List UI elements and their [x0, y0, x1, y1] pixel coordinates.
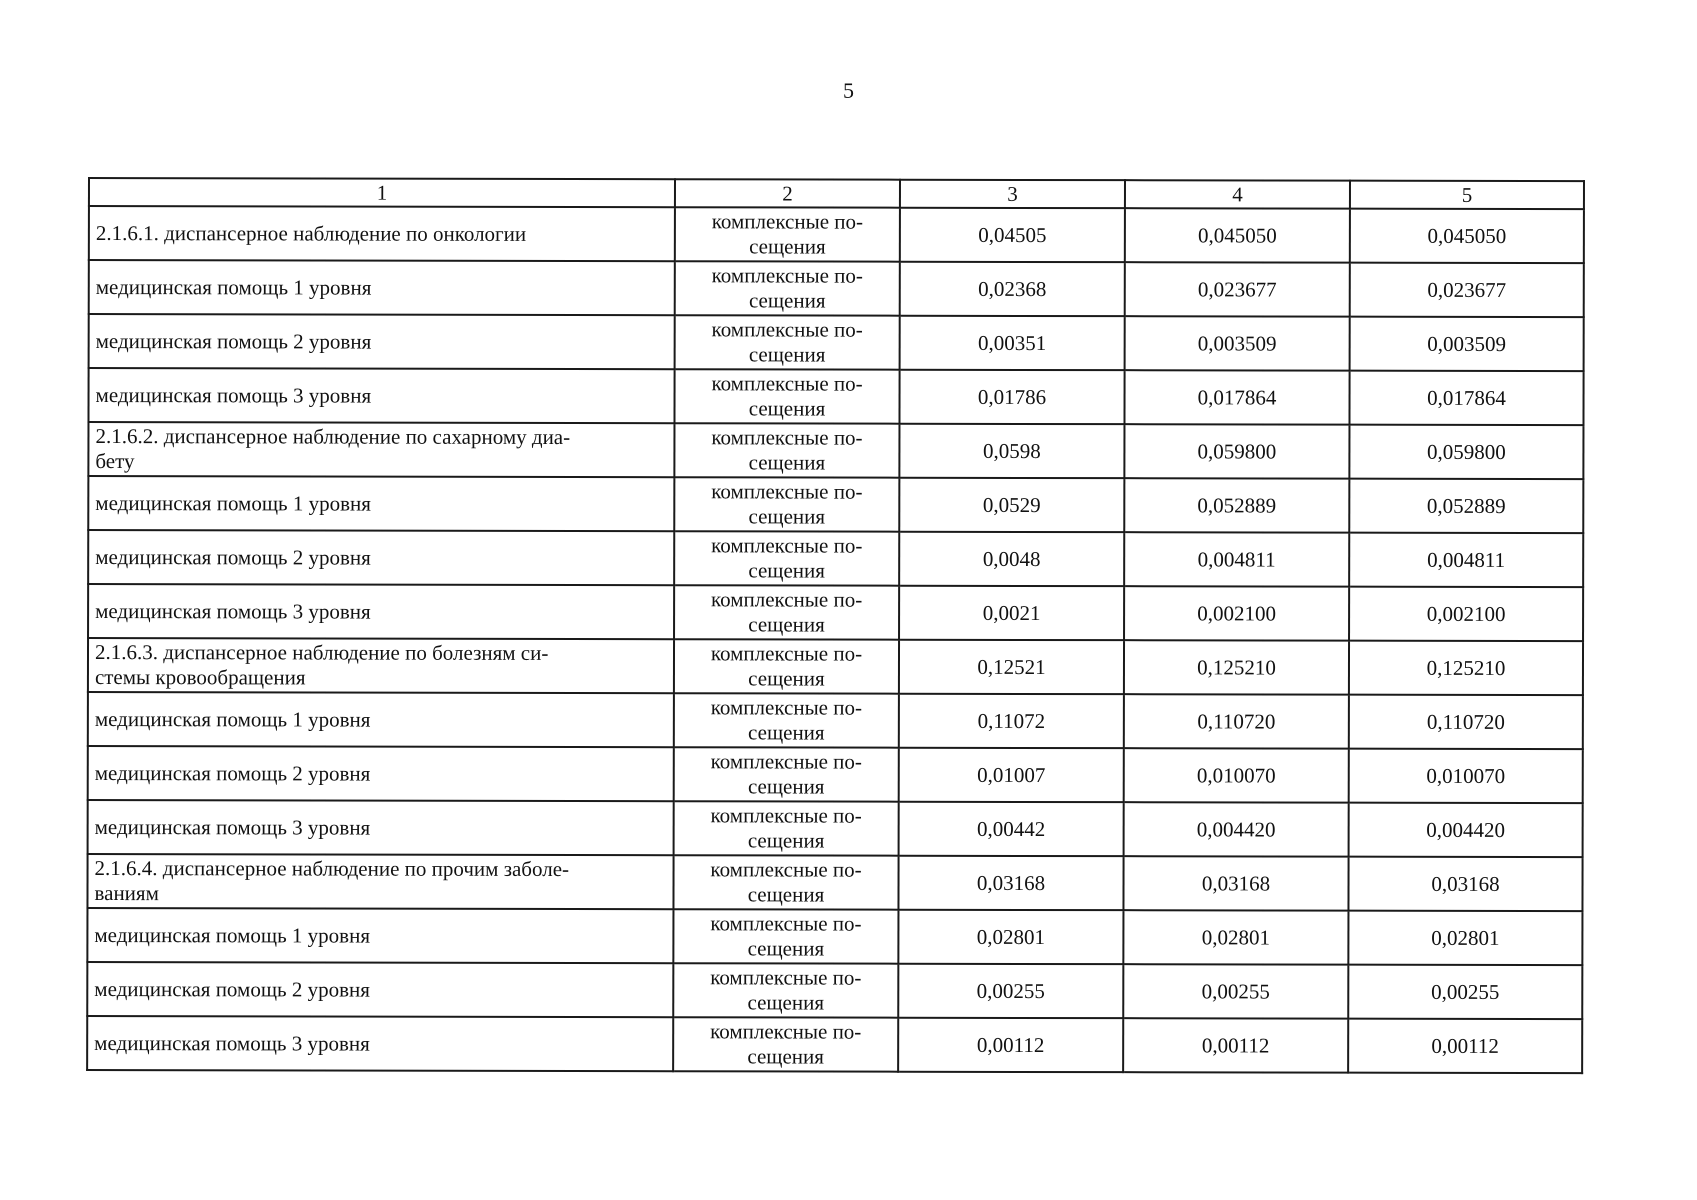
- table-row: [88, 368, 1583, 425]
- value-cell-col-5: 0,02801: [1348, 911, 1582, 965]
- value-cell-col-3: 0,12521: [899, 640, 1124, 694]
- value-cell-col-4: 0,045050: [1125, 208, 1350, 262]
- value-cell-col-3: 0,01007: [899, 748, 1124, 802]
- value-cell-col-5: 0,110720: [1349, 695, 1583, 749]
- unit-cell: комплексные по- сещения: [673, 1017, 898, 1071]
- indicator-name-cell: медицинская помощь 3 уровня: [88, 584, 674, 639]
- table-row: [87, 962, 1582, 1019]
- value-cell-col-5: 0,003509: [1350, 317, 1584, 371]
- indicator-name-cell: медицинская помощь 2 уровня: [88, 530, 674, 585]
- value-cell-col-5: 0,023677: [1350, 263, 1584, 317]
- value-cell-col-4: 0,125210: [1124, 640, 1349, 694]
- value-cell-col-3: 0,00255: [898, 964, 1123, 1018]
- header-cell-2: 2: [675, 179, 900, 207]
- value-cell-col-4: 0,004811: [1124, 532, 1349, 586]
- value-cell-col-5: 0,004811: [1349, 533, 1583, 587]
- unit-cell: комплексные по- сещения: [674, 477, 899, 531]
- unit-cell: комплексные по- сещения: [675, 207, 900, 261]
- value-cell-col-5: 0,045050: [1350, 209, 1584, 263]
- value-cell-col-3: 0,0598: [899, 424, 1124, 478]
- indicator-name-cell: медицинская помощь 2 уровня: [87, 962, 673, 1017]
- value-cell-col-5: 0,00112: [1348, 1019, 1582, 1073]
- value-cell-col-4: 0,004420: [1124, 802, 1349, 856]
- indicator-name-cell: 2.1.6.4. диспансерное наблюдение по прочим заболе- ваниям: [87, 854, 673, 909]
- indicator-name-cell: 2.1.6.2. диспансерное наблюдение по сахарному диа- бету: [88, 422, 674, 477]
- value-cell-col-4: 0,03168: [1123, 856, 1348, 910]
- value-cell-col-3: 0,11072: [899, 694, 1124, 748]
- unit-cell: комплексные по- сещения: [674, 693, 899, 747]
- unit-cell: комплексные по- сещения: [673, 963, 898, 1017]
- value-cell-col-4: 0,059800: [1124, 424, 1349, 478]
- unit-cell: комплексные по- сещения: [674, 639, 899, 693]
- table-row: [89, 260, 1584, 317]
- value-cell-col-4: 0,00255: [1123, 964, 1348, 1018]
- indicator-name-cell: медицинская помощь 2 уровня: [89, 314, 675, 369]
- unit-cell: комплексные по- сещения: [674, 801, 899, 855]
- table-row: [88, 530, 1583, 587]
- value-cell-col-5: 0,010070: [1349, 749, 1583, 803]
- table-row: [87, 908, 1582, 965]
- indicators-table: [86, 177, 1585, 1074]
- table-header-row: [89, 178, 1584, 209]
- value-cell-col-3: 0,02801: [898, 910, 1123, 964]
- indicator-name-cell: 2.1.6.3. диспансерное наблюдение по болезням си- стемы кровообращения: [88, 638, 674, 693]
- table-row: [88, 746, 1583, 803]
- table-row: [87, 854, 1582, 911]
- value-cell-col-5: 0,059800: [1349, 425, 1583, 479]
- indicator-name-cell: медицинская помощь 3 уровня: [88, 800, 674, 855]
- unit-cell: комплексные по- сещения: [673, 909, 898, 963]
- unit-cell: комплексные по- сещения: [674, 747, 899, 801]
- header-cell-5: 5: [1350, 181, 1584, 209]
- indicator-name-cell: медицинская помощь 3 уровня: [87, 1016, 673, 1071]
- table-row: [88, 584, 1583, 641]
- page-number: 5: [843, 78, 854, 103]
- table-row: [89, 206, 1584, 263]
- header-cell-3: 3: [900, 180, 1125, 208]
- unit-cell: комплексные по- сещения: [673, 855, 898, 909]
- table-row: [88, 476, 1583, 533]
- value-cell-col-3: 0,02368: [900, 262, 1125, 316]
- indicator-name-cell: 2.1.6.1. диспансерное наблюдение по онкологии: [89, 206, 675, 261]
- value-cell-col-3: 0,0048: [899, 532, 1124, 586]
- table-row: [88, 692, 1583, 749]
- value-cell-col-3: 0,04505: [900, 208, 1125, 262]
- value-cell-col-4: 0,003509: [1125, 316, 1350, 370]
- value-cell-col-5: 0,002100: [1349, 587, 1583, 641]
- value-cell-col-5: 0,017864: [1349, 371, 1583, 425]
- table-row: [88, 638, 1583, 695]
- value-cell-col-4: 0,02801: [1123, 910, 1348, 964]
- table-row: [87, 1016, 1582, 1073]
- value-cell-col-5: 0,004420: [1349, 803, 1583, 857]
- value-cell-col-5: 0,03168: [1348, 857, 1582, 911]
- unit-cell: комплексные по- сещения: [675, 261, 900, 315]
- value-cell-col-3: 0,00351: [900, 316, 1125, 370]
- value-cell-col-4: 0,052889: [1124, 478, 1349, 532]
- value-cell-col-3: 0,0529: [899, 478, 1124, 532]
- header-cell-4: 4: [1125, 180, 1350, 208]
- value-cell-col-4: 0,110720: [1124, 694, 1349, 748]
- unit-cell: комплексные по- сещения: [674, 423, 899, 477]
- table-row: [89, 314, 1584, 371]
- value-cell-col-3: 0,0021: [899, 586, 1124, 640]
- value-cell-col-4: 0,010070: [1124, 748, 1349, 802]
- value-cell-col-3: 0,00442: [899, 802, 1124, 856]
- value-cell-col-4: 0,00112: [1123, 1018, 1348, 1072]
- value-cell-col-4: 0,023677: [1125, 262, 1350, 316]
- indicator-name-cell: медицинская помощь 2 уровня: [88, 746, 674, 801]
- value-cell-col-3: 0,03168: [898, 856, 1123, 910]
- table-row: [88, 800, 1583, 857]
- indicator-name-cell: медицинская помощь 1 уровня: [89, 260, 675, 315]
- unit-cell: комплексные по- сещения: [674, 531, 899, 585]
- value-cell-col-3: 0,00112: [898, 1018, 1123, 1072]
- value-cell-col-5: 0,125210: [1349, 641, 1583, 695]
- value-cell-col-3: 0,01786: [899, 370, 1124, 424]
- value-cell-col-5: 0,00255: [1348, 965, 1582, 1019]
- indicator-name-cell: медицинская помощь 1 уровня: [87, 908, 673, 963]
- table-row: [88, 422, 1583, 479]
- indicator-name-cell: медицинская помощь 1 уровня: [88, 476, 674, 531]
- unit-cell: комплексные по- сещения: [674, 585, 899, 639]
- value-cell-col-4: 0,002100: [1124, 586, 1349, 640]
- indicator-name-cell: медицинская помощь 3 уровня: [88, 368, 674, 423]
- value-cell-col-4: 0,017864: [1124, 370, 1349, 424]
- header-cell-1: 1: [89, 178, 675, 207]
- value-cell-col-5: 0,052889: [1349, 479, 1583, 533]
- unit-cell: комплексные по- сещения: [674, 369, 899, 423]
- unit-cell: комплексные по- сещения: [675, 315, 900, 369]
- indicator-name-cell: медицинская помощь 1 уровня: [88, 692, 674, 747]
